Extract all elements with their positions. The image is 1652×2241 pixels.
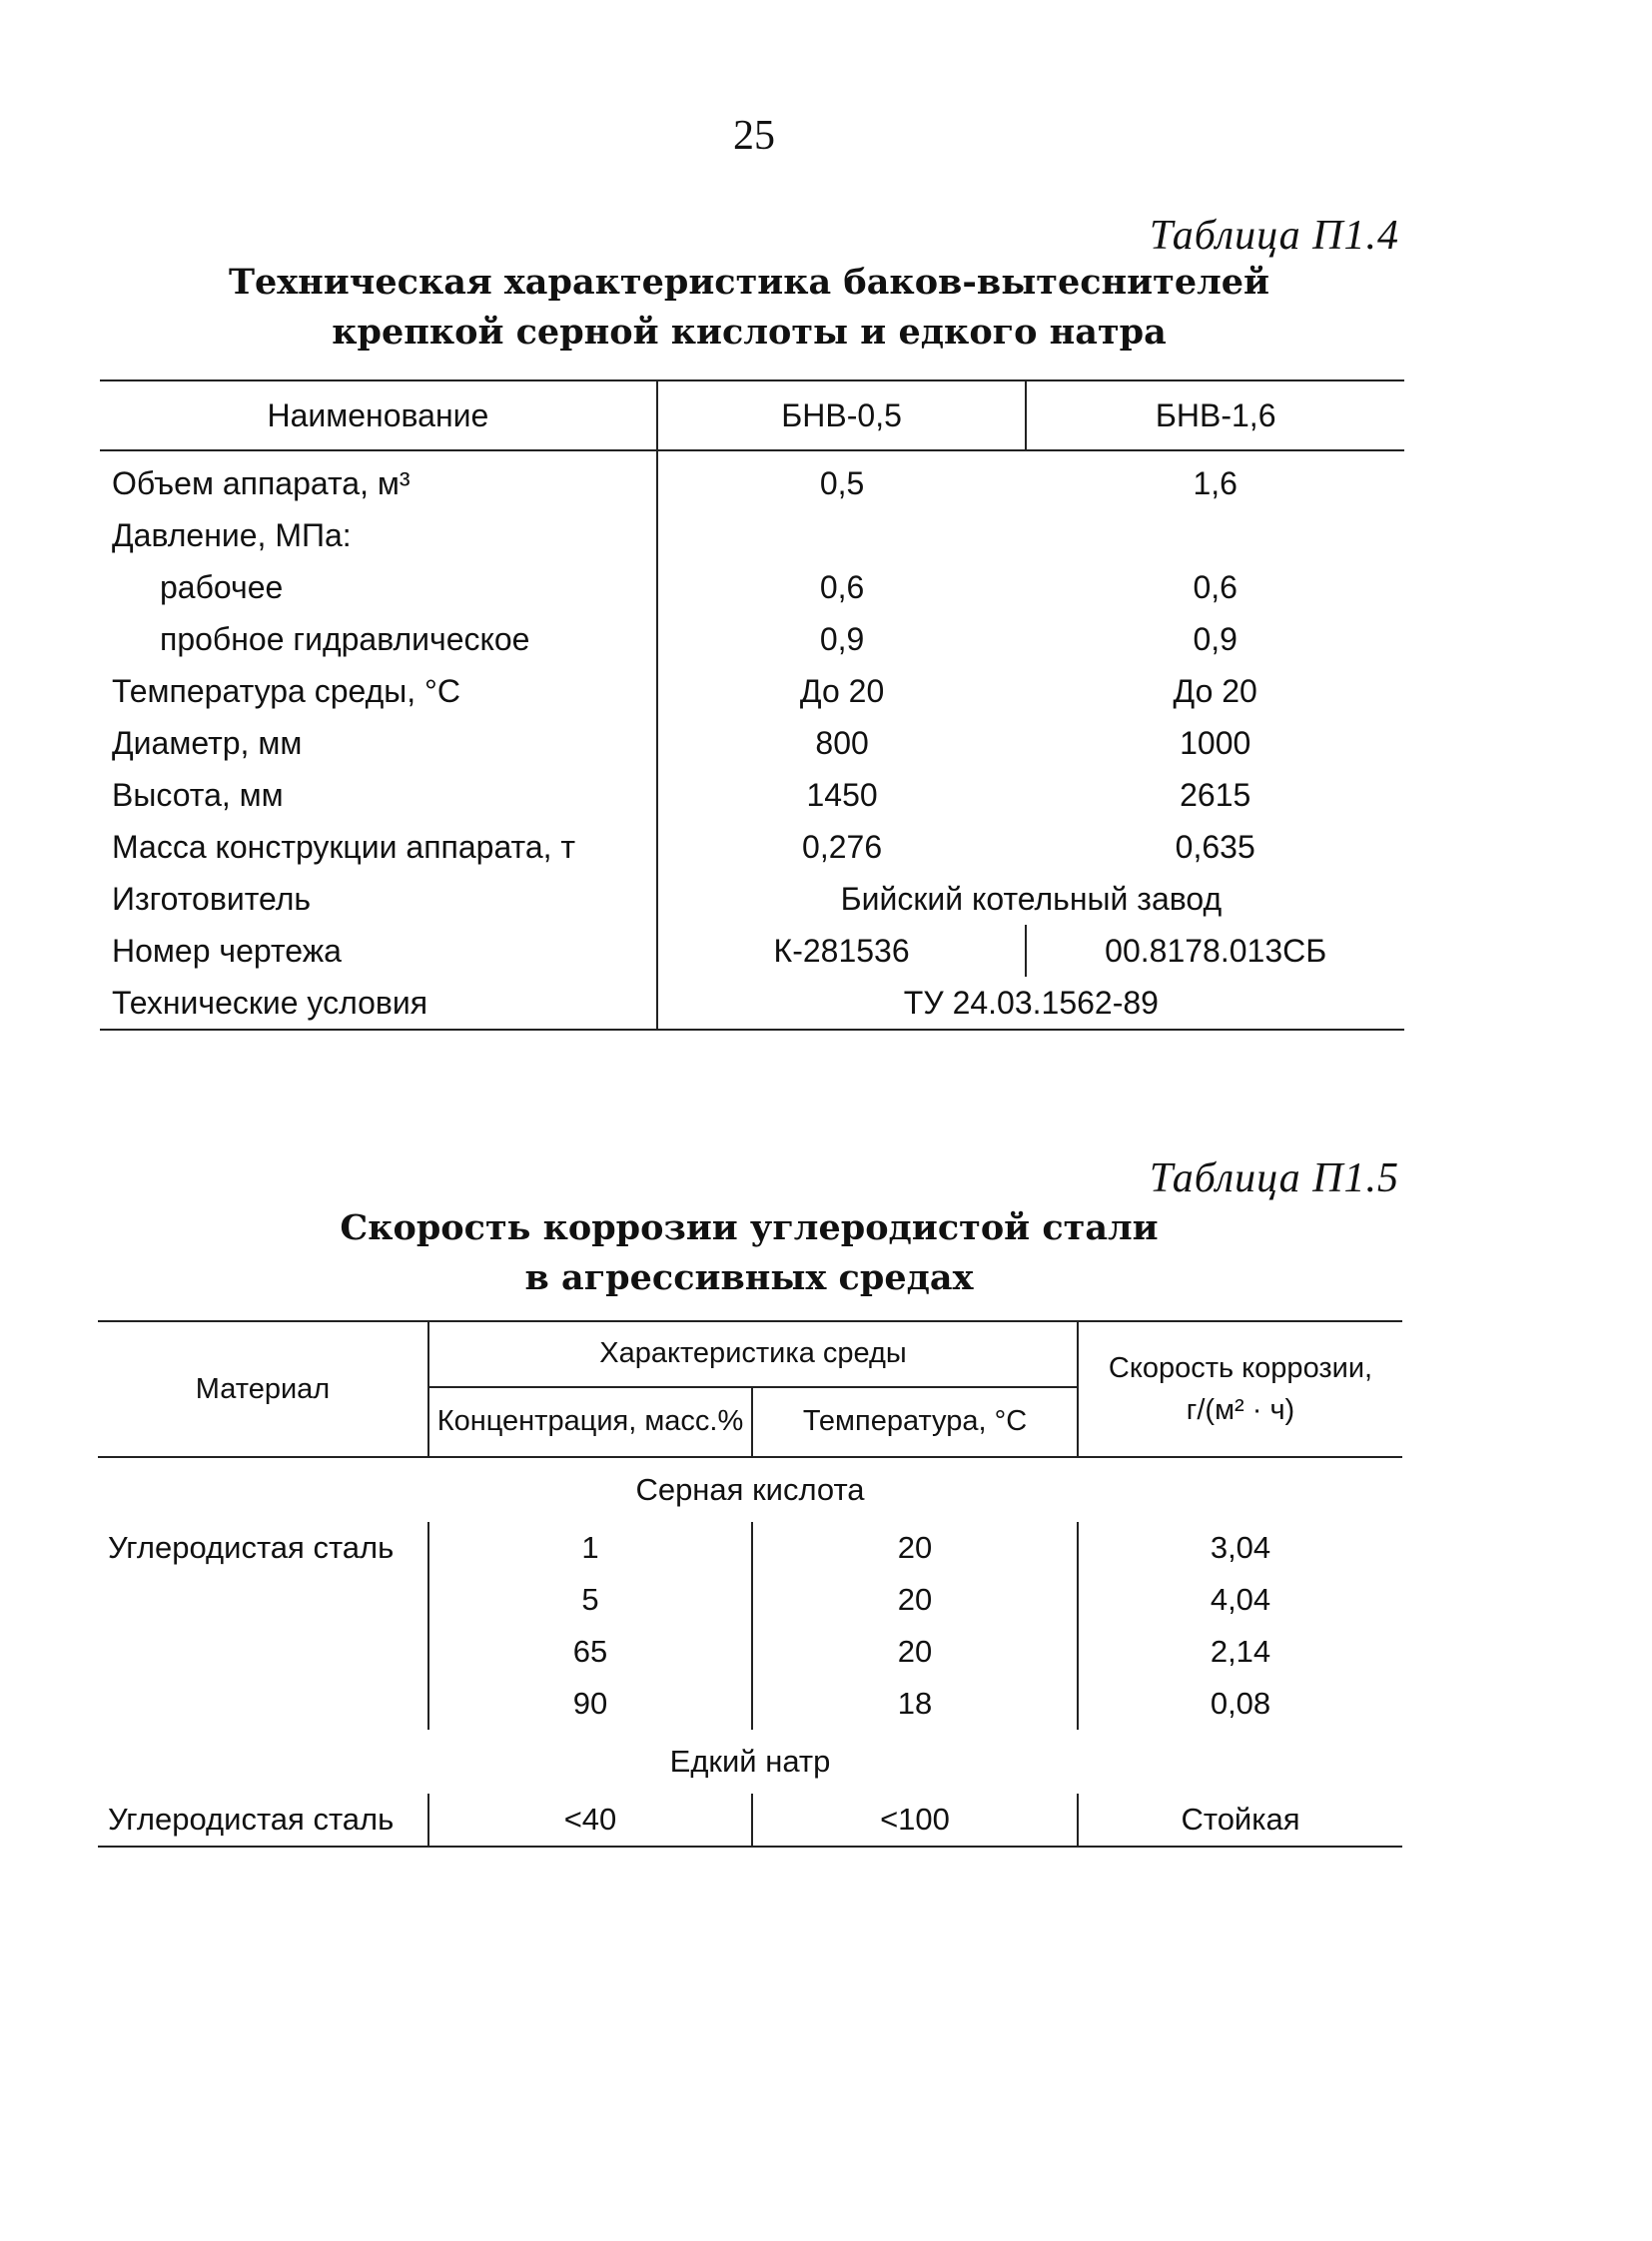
material-name: Углеродистая сталь bbox=[108, 1530, 395, 1565]
table-header-row bbox=[100, 380, 1404, 450]
table-row bbox=[100, 665, 1404, 717]
cell-rate: 3,04 bbox=[1078, 1522, 1402, 1574]
row-label: Объем аппарата, м³ bbox=[112, 465, 411, 501]
cell-value: 1450 bbox=[657, 769, 1027, 821]
cell-concentration: 5 bbox=[428, 1574, 752, 1626]
cell-temperature: 20 bbox=[752, 1522, 1078, 1574]
cell-value: Бийский котельный завод bbox=[657, 873, 1404, 925]
cell-rate: Стойкая bbox=[1078, 1794, 1402, 1847]
table-title-p1-4 bbox=[100, 258, 1398, 358]
header-corrosion-rate bbox=[1078, 1321, 1402, 1457]
cell-concentration: 65 bbox=[428, 1626, 752, 1678]
cell-concentration: <40 bbox=[428, 1794, 752, 1847]
cell-value: 0,6 bbox=[657, 561, 1027, 613]
cell-rate: 0,08 bbox=[1078, 1678, 1402, 1730]
header-bnv-05: БНВ-0,5 bbox=[657, 380, 1027, 450]
cell-rate: 2,14 bbox=[1078, 1626, 1402, 1678]
table-label-p1-4: Таблица П1.4 bbox=[1149, 213, 1399, 259]
header-temperature: Температура, °С bbox=[752, 1387, 1078, 1457]
table-row bbox=[100, 925, 1404, 977]
table-header-row bbox=[98, 1321, 1402, 1387]
table-row bbox=[100, 977, 1404, 1030]
cell-temperature: 20 bbox=[752, 1626, 1078, 1678]
row-label: Высота, мм bbox=[112, 777, 284, 813]
row-label: Давление, МПа: bbox=[112, 517, 352, 553]
row-label: Диаметр, мм bbox=[112, 725, 303, 761]
cell-value: До 20 bbox=[1173, 673, 1257, 709]
header-bnv-16: БНВ-1,6 bbox=[1026, 380, 1404, 450]
cell-temperature: 18 bbox=[752, 1678, 1078, 1730]
header-material: Материал bbox=[98, 1321, 428, 1457]
cell-temperature: <100 bbox=[752, 1794, 1078, 1847]
table-title-line: Скорость коррозии углеродистой стали bbox=[340, 1207, 1159, 1248]
group-title-row bbox=[98, 1457, 1402, 1522]
row-label: пробное гидравлическое bbox=[160, 621, 530, 657]
header-rate-line: Скорость коррозии, bbox=[1108, 1352, 1373, 1384]
row-label: Изготовитель bbox=[112, 881, 312, 917]
cell-value bbox=[1026, 509, 1404, 561]
cell-concentration: 90 bbox=[428, 1678, 752, 1730]
cell-value: 0,9 bbox=[657, 613, 1027, 665]
header-name: Наименование bbox=[100, 380, 657, 450]
cell-value: 0,9 bbox=[1193, 621, 1238, 657]
table-row bbox=[100, 821, 1404, 873]
table-row bbox=[98, 1522, 1402, 1574]
group-title-row bbox=[98, 1730, 1402, 1794]
cell-value: 0,276 bbox=[657, 821, 1027, 873]
table-title-p1-5 bbox=[100, 1203, 1398, 1303]
table-row bbox=[100, 509, 1404, 561]
tank-specs-table bbox=[100, 379, 1404, 1031]
cell-value bbox=[657, 509, 1027, 561]
table-row bbox=[100, 717, 1404, 769]
cell-value: 2615 bbox=[1180, 777, 1251, 813]
header-environment: Характеристика среды bbox=[428, 1321, 1078, 1387]
table-title-line: крепкой серной кислоты и едкого натра bbox=[332, 312, 1167, 353]
table-title-line: в агрессивных средах bbox=[524, 1257, 974, 1298]
cell-value: К-281536 bbox=[657, 925, 1027, 977]
group-title-caustic-soda: Едкий натр bbox=[669, 1744, 831, 1779]
table-row bbox=[100, 613, 1404, 665]
cell-value: 1000 bbox=[1180, 725, 1251, 761]
row-label: Номер чертежа bbox=[112, 933, 342, 969]
row-label: Технические условия bbox=[100, 977, 657, 1030]
cell-value: 00.8178.013СБ bbox=[1026, 925, 1404, 977]
cell-temperature: 20 bbox=[752, 1574, 1078, 1626]
table-row bbox=[100, 561, 1404, 613]
cell-value: ТУ 24.03.1562-89 bbox=[657, 977, 1404, 1030]
page-number: 25 bbox=[733, 113, 775, 159]
cell-value: До 20 bbox=[657, 665, 1027, 717]
cell-value: 800 bbox=[657, 717, 1027, 769]
table-row bbox=[100, 873, 1404, 925]
material-name: Углеродистая сталь bbox=[98, 1794, 428, 1847]
table-row bbox=[100, 450, 1404, 509]
row-label: Температура среды, °С bbox=[112, 673, 460, 709]
header-rate-line: г/(м² · ч) bbox=[1186, 1394, 1295, 1426]
table-title-line: Техническая характеристика баков-вытеснителей bbox=[228, 262, 1269, 303]
cell-value: 0,635 bbox=[1175, 829, 1255, 865]
cell-concentration: 1 bbox=[428, 1522, 752, 1574]
cell-rate: 4,04 bbox=[1078, 1574, 1402, 1626]
group-title-sulfuric-acid: Серная кислота bbox=[635, 1472, 865, 1507]
cell-value: 0,6 bbox=[1193, 569, 1238, 605]
cell-value: 1,6 bbox=[1193, 465, 1238, 501]
table-row bbox=[98, 1794, 1402, 1847]
table-row bbox=[100, 769, 1404, 821]
row-label: Масса конструкции аппарата, т bbox=[112, 829, 576, 865]
row-label: рабочее bbox=[160, 569, 284, 605]
header-concentration: Концентрация, масс.% bbox=[428, 1387, 752, 1457]
table-label-p1-5: Таблица П1.5 bbox=[1149, 1155, 1399, 1201]
corrosion-rate-table bbox=[98, 1320, 1402, 1848]
cell-value: 0,5 bbox=[657, 450, 1027, 509]
